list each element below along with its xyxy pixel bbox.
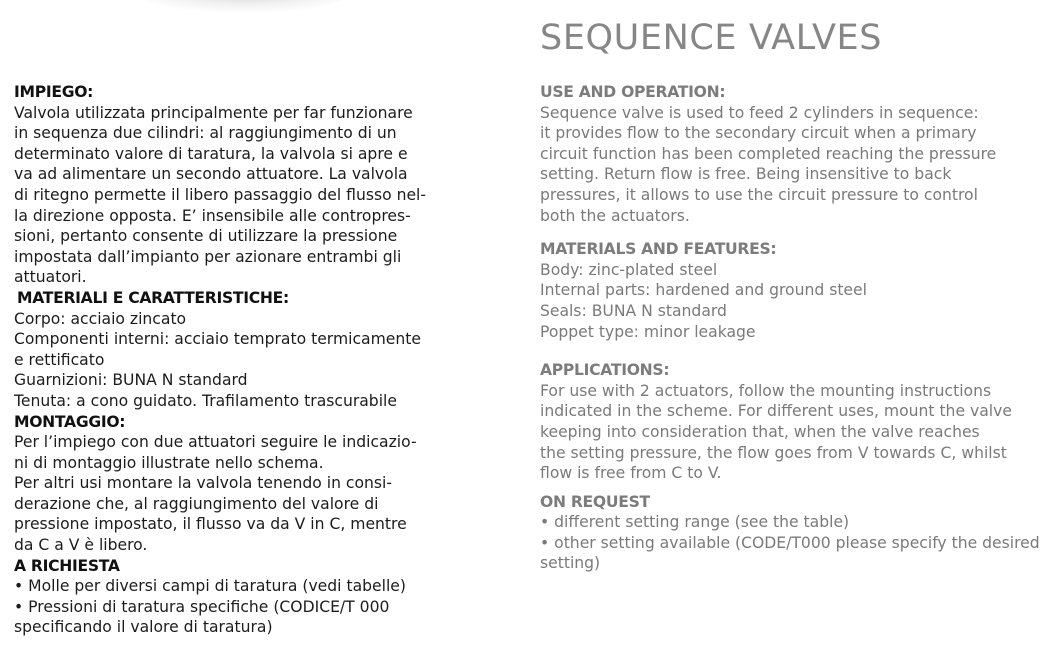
paragraph-line: derazione che, al raggiungimento del valore di	[14, 494, 379, 513]
paragraph-line: da C a V è libero.	[14, 536, 148, 555]
bullet-item: • different setting range (see the table)	[540, 513, 850, 532]
section-richiesta	[14, 556, 434, 638]
heading-materials-and-features: MATERIALS AND FEATURES:	[540, 240, 777, 259]
paragraph-line: For use with 2 actuators, follow the mounting instructions	[540, 381, 992, 400]
paragraph-line: e rettificato	[14, 350, 105, 369]
english-column	[540, 82, 1055, 574]
paragraph-line: Guarnizioni: BUNA N standard	[14, 371, 248, 390]
paragraph-line: Internal parts: hardened and ground steel	[540, 281, 867, 300]
paragraph-line: di ritegno permette il libero passaggio del flusso nel-	[14, 185, 427, 204]
heading-materiali: MATERIALI E CARATTERISTICHE:	[17, 288, 289, 307]
section-materiali	[14, 288, 434, 412]
heading-montaggio: MONTAGGIO:	[14, 412, 126, 431]
paragraph-line: both the actuators.	[540, 206, 690, 225]
paragraph-line: indicated in the scheme. For different uses, mount the valve	[540, 402, 1012, 421]
heading-applications: APPLICATIONS:	[540, 361, 670, 380]
bullet-item: • Molle per diversi campi di taratura (vedi tabelle)	[14, 577, 406, 596]
paragraph-line: impostata dall’impianto per azionare entrambi gli	[14, 247, 402, 266]
bullet-item: • other setting available (CODE/T000 please specify the desired	[540, 533, 1040, 552]
paragraph-line: Per l’impiego con due attuatori seguire le indicazio-	[14, 433, 417, 452]
section-materials-and-features	[540, 239, 1055, 342]
paragraph-line: setting)	[540, 554, 601, 573]
paragraph-line: ni di montaggio illustrate nello schema.	[14, 453, 324, 472]
heading-richiesta: A RICHIESTA	[14, 556, 120, 575]
paragraph-line: Poppet type: minor leakage	[540, 322, 756, 341]
section-use-and-operation	[540, 82, 1055, 226]
paragraph-line: determinato valore di taratura, la valvola si apre e	[14, 144, 408, 163]
paragraph-line: setting. Return flow is free. Being insensitive to back	[540, 165, 952, 184]
paragraph-line: specificando il valore di taratura)	[14, 618, 273, 637]
paragraph-line: va ad alimentare un secondo attuatore. La valvola	[14, 165, 408, 184]
paragraph-line: the setting pressure, the flow goes from V towards C, whilst	[540, 443, 1007, 462]
paragraph-line: Body: zinc-plated steel	[540, 260, 718, 279]
paragraph-line: Seals: BUNA N standard	[540, 301, 727, 320]
paragraph-line: in sequenza due cilindri: al raggiungimento di un	[14, 124, 397, 143]
heading-use-and-operation: USE AND OPERATION:	[540, 83, 726, 101]
paragraph-line: pressures, it allows to use the circuit pressure to control	[540, 185, 978, 204]
section-applications	[540, 360, 1055, 484]
paragraph-line: flow is free from C to V.	[540, 464, 722, 483]
heading-on-request: ON REQUEST	[540, 492, 650, 511]
page-title: SEQUENCE VALVES	[540, 18, 883, 58]
paragraph-line: Componenti interni: acciaio temprato termicamente	[14, 330, 421, 349]
paragraph-line: Sequence valve is used to feed 2 cylinders in sequence:	[540, 103, 979, 122]
section-montaggio	[14, 412, 434, 556]
paragraph-line: Corpo: acciaio zincato	[14, 309, 187, 328]
italian-column	[14, 82, 434, 638]
paragraph-line: attuatori.	[14, 268, 87, 287]
decorative-swoosh	[120, 0, 350, 14]
paragraph-line: sioni, pertanto consente di utilizzare la pressione	[14, 227, 398, 246]
bullet-item: • Pressioni di taratura specifiche (CODICE/T 000	[14, 597, 390, 616]
paragraph-line: circuit function has been completed reaching the pressure	[540, 144, 997, 163]
paragraph-line: pressione impostato, il flusso va da V in C, mentre	[14, 515, 407, 534]
paragraph-line: keeping into consideration that, when the valve reaches	[540, 422, 980, 441]
heading-impiego: IMPIEGO:	[14, 83, 94, 101]
paragraph-line: Per altri usi montare la valvola tenendo in consi-	[14, 474, 393, 493]
paragraph-line: Tenuta: a cono guidato. Trafilamento trascurabile	[14, 391, 397, 410]
paragraph-line: it provides flow to the secondary circuit when a primary	[540, 124, 977, 143]
section-impiego	[14, 82, 434, 288]
paragraph-line: la direzione opposta. E’ insensibile alle contropres-	[14, 206, 411, 225]
paragraph-line: Valvola utilizzata principalmente per far funzionare	[14, 103, 413, 122]
section-on-request	[540, 492, 1055, 574]
